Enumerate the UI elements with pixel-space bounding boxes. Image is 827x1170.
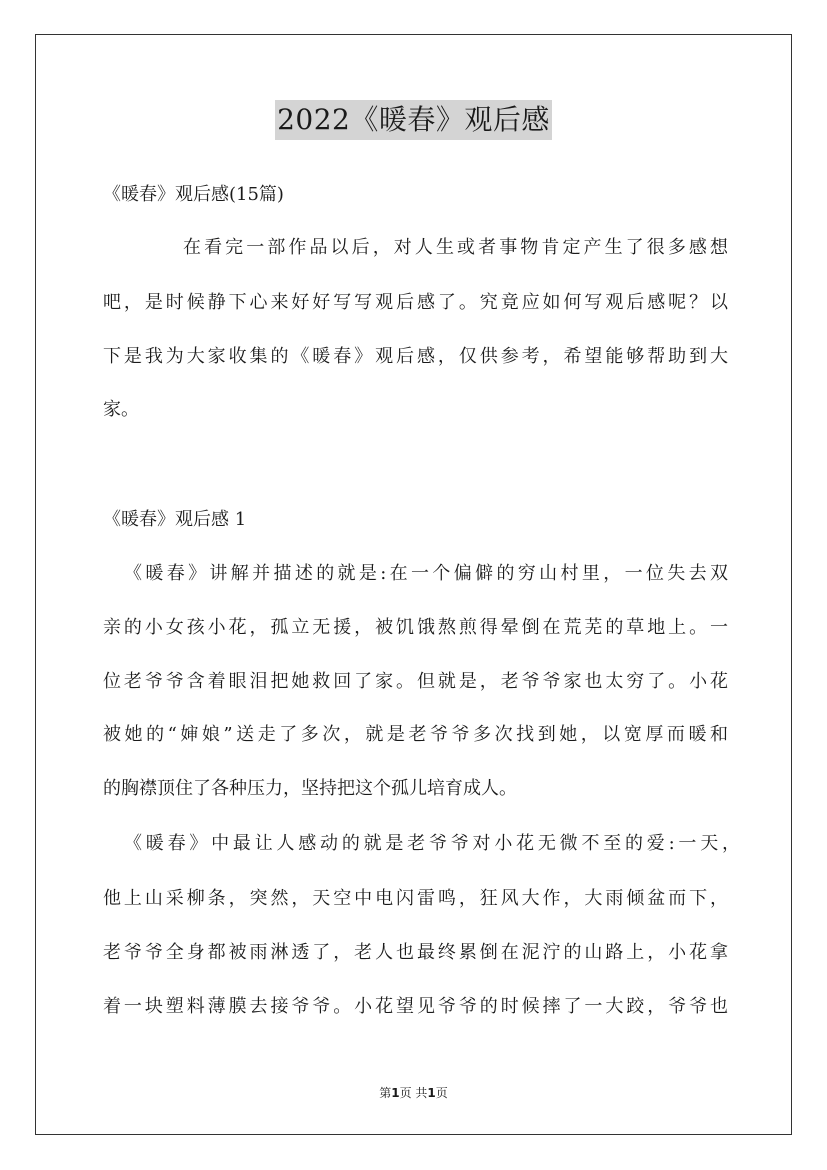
paragraph2-line-4: 着一块塑料薄膜去接爷爷。小花望见爷爷的时候摔了一大跤，爷爷也 (103, 996, 728, 1017)
paragraph2-line-3: 老爷爷全身都被雨淋透了，老人也最终累倒在泥泞的山路上，小花拿 (103, 942, 728, 963)
paragraph1-line-5: 的胸襟顶住了各种压力，坚持把这个孤儿培育成人。 (103, 778, 517, 799)
footer-suffix: 页 (435, 1086, 448, 1100)
intro-line-3: 下是我为大家收集的《暖春》观后感，仅供参考，希望能够帮助到大 (103, 346, 728, 367)
document-subtitle: 《暖春》观后感(15篇) (103, 184, 284, 205)
page-footer (0, 1084, 827, 1101)
footer-mid: 页 共 (399, 1086, 428, 1100)
intro-line-2: 吧，是时候静下心来好好写写观后感了。究竟应如何写观后感呢？以 (103, 292, 728, 313)
intro-line-4: 家。 (103, 399, 139, 420)
footer-page-number: 1 (391, 1086, 400, 1100)
paragraph1-line-4: 被她的“婶娘”送走了多次，就是老爷爷多次找到她，以宽厚而暖和 (103, 724, 728, 745)
paragraph1-line-3: 位老爷爷含着眼泪把她救回了家。但就是，老爷爷家也太穷了。小花 (103, 671, 728, 692)
intro-line-1: 在看完一部作品以后，对人生或者事物肯定产生了很多感想 (183, 237, 728, 258)
section-heading: 《暖春》观后感 1 (103, 509, 247, 530)
paragraph1-line-1: 《暖春》讲解并描述的就是:在一个偏僻的穷山村里，一位失去双 (124, 563, 728, 584)
paragraph1-line-2: 亲的小女孩小花，孤立无援，被饥饿熬煎得晕倒在荒芜的草地上。一 (103, 617, 728, 638)
document-title: 2022《暖春》观后感 (275, 100, 552, 140)
title-wrap (0, 100, 827, 140)
footer-prefix: 第 (379, 1086, 392, 1100)
paragraph2-line-2: 他上山采柳条，突然，天空中电闪雷鸣，狂风大作，大雨倾盆而下， (103, 888, 728, 909)
paragraph2-line-1: 《暖春》中最让人感动的就是老爷爷对小花无微不至的爱:一天， (124, 833, 740, 854)
footer-page-total: 1 (427, 1086, 436, 1100)
